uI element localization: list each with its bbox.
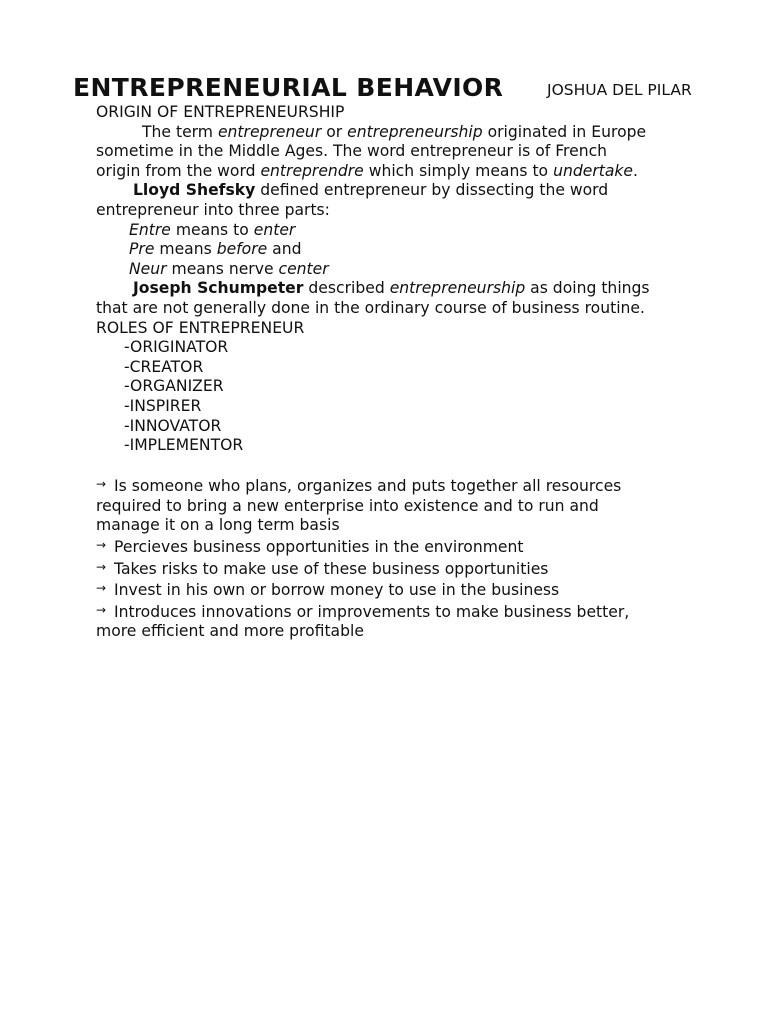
role-item: -INSPIRER [124,396,202,415]
bullet-item [96,558,686,580]
text-run: and [267,240,302,259]
italic-term: entrepreneurship [347,122,483,141]
role-item: -ORGANIZER [124,377,224,396]
person-name: Joseph Schumpeter [133,279,304,298]
roles-heading: ROLES OF ENTREPRENEUR [96,318,305,337]
document-body [96,103,686,642]
origin-paragraph-line [96,123,686,143]
italic-term: before [216,240,268,259]
italic-term: entrepreneurship [389,279,526,298]
arrow-bullet-icon: → [96,559,107,574]
text-run: origin from the word [96,161,261,180]
schumpeter-paragraph-line: that are not generally done in the ordinary course of business routine. [96,298,645,317]
title-row [73,73,713,105]
text-run: which simply means to [363,161,554,180]
bullet-item [96,579,686,601]
text-run: Takes risks to make use of these business opportunities [109,559,549,578]
origin-paragraph-line: sometime in the Middle Ages. The word entrepreneur is of French [96,142,608,161]
role-item: -ORIGINATOR [124,338,229,357]
blank-line [96,456,686,476]
author-name: JOSHUA DEL PILAR [547,81,692,99]
italic-term: Neur [129,259,167,278]
role-item: -INNOVATOR [124,416,222,435]
text-run: means to [170,220,254,239]
word-part-neur [96,260,686,280]
arrow-bullet-icon: → [96,538,107,553]
text-run: or [321,122,348,141]
text-run: as doing things [525,279,650,298]
text-run: Is someone who plans, organizes and puts together all resources [109,477,622,496]
text-run: described [303,279,390,298]
person-name: Lloyd Shefsky [133,181,256,200]
origin-heading: ORIGIN OF ENTREPRENEURSHIP [96,103,345,121]
arrow-bullet-icon: → [96,602,107,617]
bullet-item [96,601,686,623]
arrow-bullet-icon: → [96,477,107,492]
shefsky-paragraph-line: entrepreneur into three parts: [96,200,330,219]
italic-term: center [278,259,329,278]
italic-term: enter [253,220,296,239]
italic-term: entrepreneur [217,122,322,141]
arrow-bullet-icon: → [96,581,107,596]
bullet-item [96,475,686,497]
text-run: Introduces innovations or improvements to make business better, [109,602,630,621]
bullet-continuation: more efficient and more profitable [96,622,364,641]
italic-term: entreprendre [260,161,364,180]
schumpeter-paragraph-line [96,279,686,299]
bullet-continuation: manage it on a long term basis [96,516,340,535]
document-title: ENTREPRENEURIAL BEHAVIOR [73,73,504,102]
italic-term: Pre [129,240,155,259]
text-run: Percieves business opportunities in the environment [109,538,524,557]
bullet-continuation: required to bring a new enterprise into existence and to run and [96,496,599,515]
text-run: Invest in his own or borrow money to use in the business [109,581,560,600]
text-run: originated in Europe [482,122,647,141]
text-run: The term [142,122,218,141]
italic-term: Entre [129,220,171,239]
word-part-pre [96,240,686,260]
text-run: . [633,161,638,180]
text-run: means nerve [166,259,279,278]
italic-term: undertake [553,161,634,180]
role-item: -CREATOR [124,357,204,376]
shefsky-paragraph-line [96,181,686,201]
bullet-item [96,536,686,558]
role-item: -IMPLEMENTOR [124,436,244,455]
text-run: defined entrepreneur by dissecting the word [255,181,609,200]
origin-paragraph-line [96,162,686,182]
word-part-entre [96,221,686,241]
text-run: means [154,240,217,259]
